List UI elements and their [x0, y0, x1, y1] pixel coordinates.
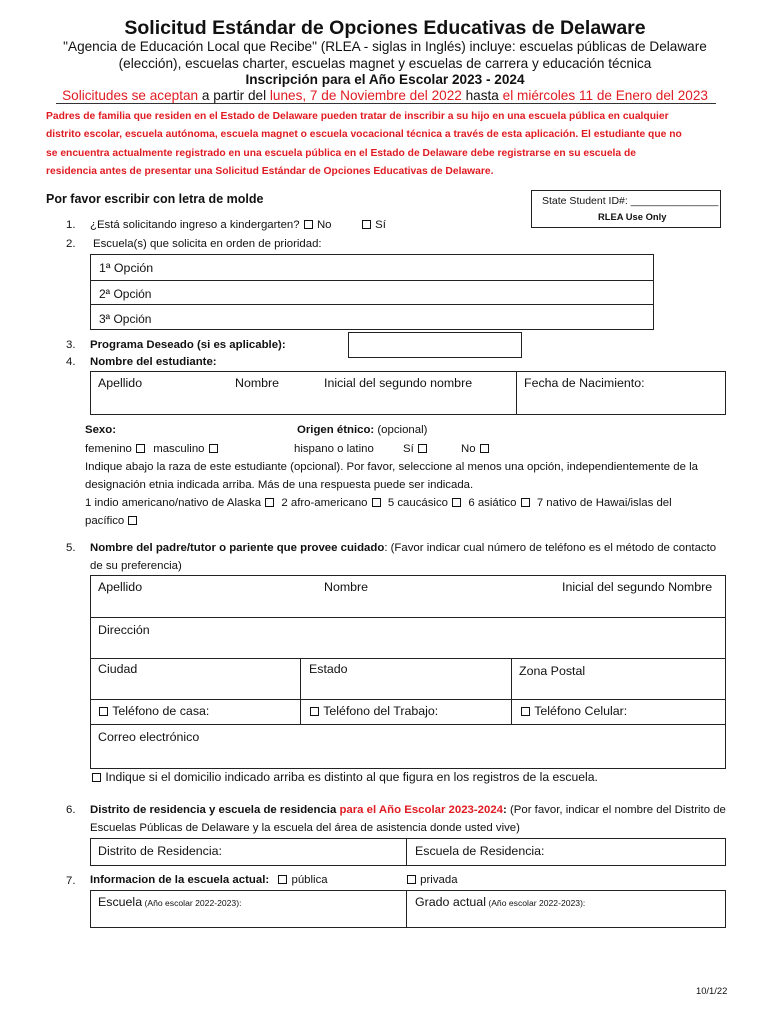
origen-label: [297, 424, 427, 436]
masculino-label: masculino: [153, 443, 205, 455]
raza-opt7-label: 7 nativo de Hawai/islas del: [536, 497, 672, 509]
student-apellido-label: Apellido: [98, 376, 143, 390]
current-grade-note: (Año escolar 2022-2023):: [485, 898, 586, 908]
raza-opt7-cont: [85, 515, 138, 527]
school-choices-table: [90, 254, 654, 330]
student-inicial-label: Inicial del segundo nombre: [324, 376, 473, 390]
email-label: Correo electrónico: [98, 730, 200, 744]
q7-number: 7.: [66, 875, 76, 887]
raza-line-2: designación etnia indicada arriba. Más de una respuesta puede ser indicada.: [85, 479, 474, 491]
q7-text: Informacion de la escuela actual:: [90, 874, 270, 886]
q4-number: 4.: [66, 356, 76, 368]
birthdate-label: Fecha de Nacimiento:: [524, 376, 645, 390]
q3-text: Programa Deseado (si es aplicable):: [90, 339, 286, 351]
origen-label-bold: Origen étnico:: [297, 424, 375, 436]
dates-part-a: Solicitudes se aceptan: [62, 88, 199, 103]
city-row: [91, 659, 725, 700]
dates-part-b: a partir del: [198, 88, 270, 103]
intro-line-3: se encuentra actualmente registrado en una escuela pública en el Estado de Delaware debe registrarse en su escuela de: [46, 147, 637, 159]
q5-line-2: de su preferencia): [90, 560, 182, 572]
raza-line-1: Indique abajo la raza de este estudiante (opcional). Por favor, seleccione al menos una opción, independientemente de la: [85, 461, 698, 473]
intro-paragraph: [46, 108, 736, 181]
current-school-note: (Año escolar 2022-2023):: [142, 898, 242, 908]
choice-1-label: 1ª Opción: [99, 261, 154, 275]
intro-line-4: residencia antes de presentar una Solicitud Estándar de Opciones Educativas de Delaware.: [46, 165, 494, 177]
raza-opt1-label: 1 indio americano/nativo de Alaska: [85, 497, 262, 509]
q6-line-2: Escuelas Públicas de Delaware y la escuela del área de asistencia donde usted vive): [90, 822, 520, 834]
hispano-no-checkbox[interactable]: [480, 444, 489, 453]
current-school-cell[interactable]: [91, 891, 407, 927]
address-differs-checkbox[interactable]: [92, 773, 101, 782]
zip-cell[interactable]: [512, 659, 725, 699]
hispano-no: [461, 443, 490, 455]
home-phone-checkbox[interactable]: [99, 707, 108, 716]
q1-text: ¿Está solicitando ingreso a kindergarten?: [90, 219, 300, 231]
q1-si-option: [361, 219, 386, 231]
hispano-si-label: Sí: [403, 443, 414, 455]
student-name-cell[interactable]: [91, 372, 517, 414]
work-phone-checkbox[interactable]: [310, 707, 319, 716]
address-label: Dirección: [98, 623, 150, 637]
current-school: [98, 895, 241, 909]
q5-bold: Nombre del padre/tutor o pariente que provee cuidado: [90, 542, 385, 554]
publica-label: pública: [291, 874, 328, 886]
cell-phone-label: Teléfono Celular:: [534, 704, 628, 718]
work-phone-cell[interactable]: [301, 700, 512, 724]
q4-text: Nombre del estudiante:: [90, 356, 217, 368]
cell-phone: [520, 704, 627, 718]
city-cell[interactable]: [91, 659, 301, 699]
dates-part-d: hasta: [461, 88, 503, 103]
home-phone: [98, 704, 209, 718]
choice-row-1[interactable]: [91, 255, 653, 281]
raza-opt5-label: 5 caucásico: [387, 497, 448, 509]
email-row[interactable]: [91, 725, 725, 768]
address-differs: [91, 770, 598, 784]
intro-line-1: Padres de familia que residen en el Estado de Delaware pueden tratar de inscribir a su hijo en una escuela pública en cualquier: [46, 111, 669, 122]
guardian-apellido-label: Apellido: [98, 580, 143, 594]
address-row[interactable]: [91, 618, 725, 659]
choice-row-3[interactable]: [91, 305, 653, 329]
residence-school-label: Escuela de Residencia:: [415, 844, 545, 858]
choice-2-label: 2ª Opción: [99, 287, 152, 301]
birthdate-cell[interactable]: [517, 372, 725, 414]
work-phone-label: Teléfono del Trabajo:: [323, 704, 439, 718]
home-phone-label: Teléfono de casa:: [112, 704, 210, 718]
privada-checkbox[interactable]: [407, 875, 416, 884]
enrollment-year: Inscripción para el Año Escolar 2023 - 2024: [245, 72, 525, 87]
form-title: Solicitud Estándar de Opciones Educativas de Delaware: [124, 17, 646, 39]
sexo-options: [85, 443, 219, 455]
q1-no-checkbox[interactable]: [304, 220, 313, 229]
q5-text: [90, 542, 716, 554]
q6-bold: Distrito de residencia y escuela de residencia: [90, 804, 340, 816]
raza-opt2-label: 2 afro-americano: [281, 497, 368, 509]
hispano-label: hispano o latino: [294, 443, 374, 455]
q6-number: 6.: [66, 804, 76, 816]
masculino-checkbox[interactable]: [209, 444, 218, 453]
femenino-label: femenino: [85, 443, 132, 455]
cell-phone-cell[interactable]: [512, 700, 725, 724]
city-label: Ciudad: [98, 662, 138, 676]
raza-opt1-checkbox[interactable]: [265, 498, 274, 507]
q1-number: 1.: [66, 219, 76, 231]
dates-end: el miércoles 11 de Enero del 2023: [502, 88, 708, 103]
subtitle-line-1: "Agencia de Educación Local que Recibe" (RLEA - siglas in Inglés) incluye: escuelas públicas de Delaware: [63, 39, 707, 54]
current-school-label: Escuela: [98, 895, 143, 909]
origen-optional: (opcional): [374, 424, 428, 436]
hispano-no-label: No: [461, 443, 476, 455]
q6-text: [90, 804, 726, 816]
raza-opt2-checkbox[interactable]: [372, 498, 381, 507]
raza-opt5-checkbox[interactable]: [452, 498, 461, 507]
q5-number: 5.: [66, 542, 76, 554]
sexo-label: Sexo:: [85, 424, 117, 436]
footer-date: 10/1/22: [696, 985, 728, 996]
student-nombre-label: Nombre: [235, 376, 280, 390]
application-dates: [0, 88, 770, 103]
privada-label: privada: [420, 874, 458, 886]
rlea-use-only: RLEA Use Only: [598, 211, 667, 222]
current-grade-label: Grado actual: [415, 895, 486, 909]
femenino-checkbox[interactable]: [136, 444, 145, 453]
guardian-nombre-label: Nombre: [324, 580, 369, 594]
q3-number: 3.: [66, 339, 76, 351]
dates-start: lunes, 7 de Noviembre del 2022: [269, 88, 462, 103]
state-cell[interactable]: [301, 659, 512, 699]
student-name-table: [90, 371, 726, 415]
q2-number: 2.: [66, 238, 76, 250]
raza-opt6-label: 6 asiático: [468, 497, 517, 509]
rlea-use-box: [531, 190, 721, 228]
district-cell[interactable]: [91, 839, 407, 865]
publica-checkbox[interactable]: [278, 875, 287, 884]
guardian-table: [90, 575, 726, 769]
current-grade: [415, 895, 585, 909]
q2-text: Escuela(s) que solicita en orden de prioridad:: [93, 238, 322, 250]
residence-table: [90, 838, 726, 866]
hispano-si: [403, 443, 428, 455]
work-phone: [309, 704, 438, 718]
hispano-si-checkbox[interactable]: [418, 444, 427, 453]
residence-school-cell[interactable]: [407, 839, 725, 865]
subtitle-line-2: (elección), escuelas charter, escuelas magnet y escuelas de carrera y educación técnica: [118, 56, 652, 71]
state-student-id-label: State Student ID#: _______________: [542, 195, 719, 207]
intro-line-2: distrito escolar, escuela autónoma, escuela magnet o escuela vocacional técnica a través de esta aplicación. El estudiante que no: [46, 129, 682, 141]
address-differs-label: Indique si el domicilio indicado arriba es distinto al que figura en los registros de la escuela.: [105, 770, 598, 784]
raza-options: [85, 497, 672, 509]
q6-rest: (Por favor, indicar el nombre del Distrito de: [506, 804, 726, 816]
choice-3-label: 3ª Opción: [99, 312, 152, 326]
guardian-inicial-label: Inicial del segundo Nombre: [562, 580, 713, 594]
home-phone-cell[interactable]: [91, 700, 301, 724]
q1-si-checkbox[interactable]: [362, 220, 371, 229]
q1-si-label: Sí: [375, 219, 386, 231]
state-label: Estado: [309, 662, 348, 676]
q6-red: para el Año Escolar 2023-2024: [339, 804, 504, 816]
print-note: Por favor escribir con letra de molde: [46, 192, 264, 206]
raza-opt6-checkbox[interactable]: [521, 498, 530, 507]
current-grade-cell[interactable]: [407, 891, 725, 927]
q1-question: [90, 219, 332, 231]
raza-opt7-checkbox[interactable]: [128, 516, 137, 525]
cell-phone-checkbox[interactable]: [521, 707, 530, 716]
q7-question: [90, 874, 328, 886]
q6-colon: :: [503, 804, 507, 816]
program-input[interactable]: [348, 332, 522, 358]
phone-row: [91, 700, 725, 725]
zip-label: Zona Postal: [519, 664, 586, 678]
privada-option: [406, 874, 458, 886]
raza-opt7b-label: pacífico: [85, 515, 125, 527]
current-school-table: [90, 890, 726, 928]
q1-no-label: No: [316, 219, 332, 231]
q5-rest: : (Favor indicar cual número de teléfono es el método de contacto: [384, 542, 717, 554]
choice-row-2[interactable]: [91, 281, 653, 305]
guardian-name-row[interactable]: [91, 576, 725, 618]
header-divider: [56, 103, 716, 104]
district-label: Distrito de Residencia:: [98, 844, 222, 858]
